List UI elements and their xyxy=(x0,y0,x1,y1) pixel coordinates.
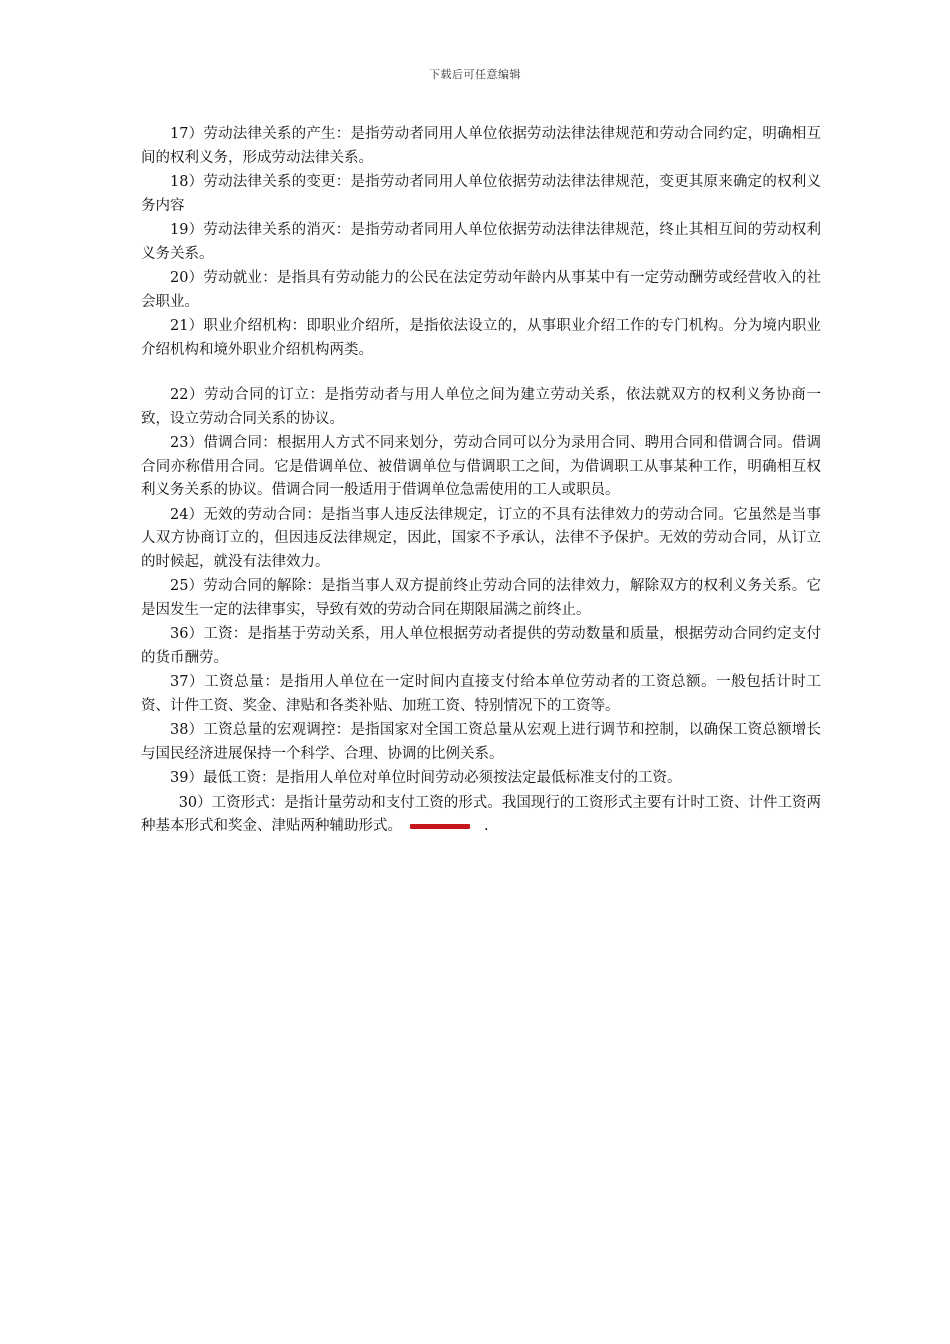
paragraph-21: 21）职业介绍机构：即职业介绍所，是指依法设立的，从事职业介绍工作的专门机构。分为境内职业介绍机构和境外职业介绍机构两类。 xyxy=(141,318,821,358)
paragraph-24: 24）无效的劳动合同：是指当事人违反法律规定，订立的不具有法律效力的劳动合同。它虽然是当事人双方协商订立的，但因违反法律规定，因此，国家不予承认，法律不予保护。无效的劳动合同，从订立的时候起，就没有法律效力。 xyxy=(141,506,821,570)
paragraph-17: 17）劳动法律关系的产生：是指劳动者同用人单位依据劳动法律法律规范和劳动合同约定，明确相互间的权利义务，形成劳动法律关系。 xyxy=(141,126,821,166)
paragraph-30 xyxy=(141,792,821,839)
trailing-mark: . xyxy=(484,818,489,834)
paragraph-37: 37）工资总量：是指用人单位在一定时间内直接支付给本单位劳动者的工资总额。一般包括计时工资、计件工资、奖金、津贴和各类补贴、加班工资、特别情况下的工资等。 xyxy=(141,674,821,714)
paragraph-38: 38）工资总量的宏观调控：是指国家对全国工资总量从宏观上进行调节和控制，以确保工资总额增长与国民经济进展保持一个科学、合理、协调的比例关系。 xyxy=(141,722,821,762)
page-header: 下载后可任意编辑 xyxy=(429,68,521,81)
paragraph-25: 25）劳动合同的解除：是指当事人双方提前终止劳动合同的法律效力，解除双方的权利义务关系。它是因发生一定的法律事实，导致有效的劳动合同在期限届满之前终止。 xyxy=(141,578,821,618)
paragraph-19: 19）劳动法律关系的消灭：是指劳动者同用人单位依据劳动法律法律规范，终止其相互间的劳动权利义务关系。 xyxy=(141,222,821,262)
paragraph-22: 22）劳动合同的订立：是指劳动者与用人单位之间为建立劳动关系，依法就双方的权利义务协商一致，设立劳动合同关系的协议。 xyxy=(141,387,821,427)
paragraph-20: 20）劳动就业：是指具有劳动能力的公民在法定劳动年龄内从事某中有一定劳动酬劳或经营收入的社会职业。 xyxy=(141,270,821,310)
paragraph-36: 36）工资：是指基于劳动关系，用人单位根据劳动者提供的劳动数量和质量，根据劳动合同约定支付的货币酬劳。 xyxy=(141,626,821,666)
paragraph-18: 18）劳动法律关系的变更：是指劳动者同用人单位依据劳动法律法律规范，变更其原来确定的权利义务内容 xyxy=(141,174,821,214)
document-body xyxy=(141,123,821,840)
paragraph-30-text: 30）工资形式：是指计量劳动和支付工资的形式。我国现行的工资形式主要有计时工资、计件工资两种基本形式和奖金、津贴两种辅助形式。 xyxy=(141,794,821,834)
paragraph-23: 23）借调合同：根据用人方式不同来划分，劳动合同可以分为录用合同、聘用合同和借调合同。借调合同亦称借用合同。它是借调单位、被借调单位与借调职工之间，为借调职工从事某种工作，明确相互权利义务关系的协议。借调合同一般适用于借调单位急需使用的工人或职员。 xyxy=(141,435,821,498)
paragraph-39: 39）最低工资：是指用人单位对单位时间劳动必须按法定最低标准支付的工资。 xyxy=(170,770,682,786)
red-bar-decoration xyxy=(410,824,470,829)
